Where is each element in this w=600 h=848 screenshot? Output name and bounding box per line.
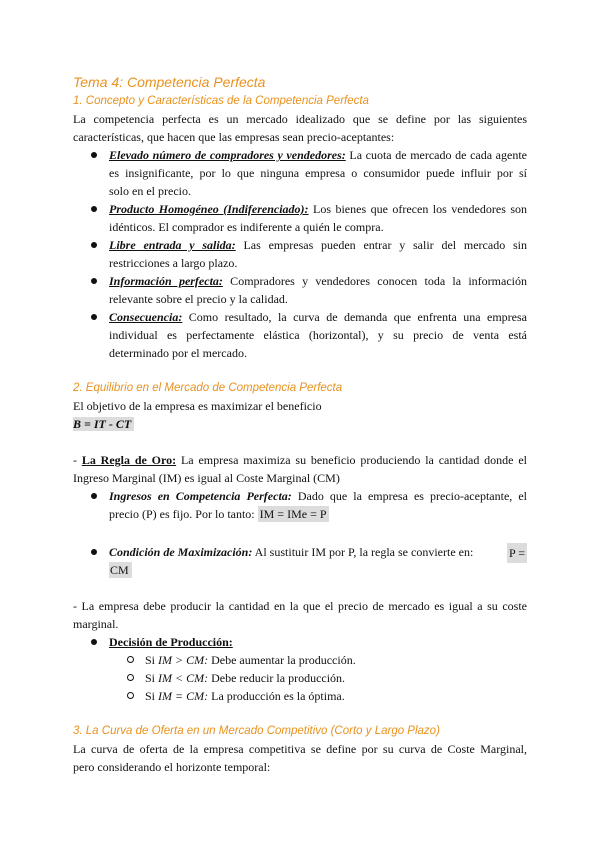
s2-case-1-text: Debe aumentar la producción.: [208, 653, 356, 667]
s1-bullet-2-line-1: [109, 200, 527, 218]
s2-decision-term: Decisión de Producción:: [109, 635, 233, 649]
circle-bullet-icon: [127, 692, 134, 699]
s2-case-3-text: La producción es la óptima.: [208, 689, 345, 703]
bullet-icon: [91, 314, 97, 320]
s2-bullet-1-line-2: [109, 505, 527, 523]
s1-intro-line-1: La competencia perfecta es un mercado idealizado que se define por las siguientes: [73, 112, 527, 126]
s2-regla-prefix: -: [73, 453, 82, 467]
s2-regla-line-2: Ingreso Marginal (IM) es igual al Coste Marginal (CM): [73, 471, 340, 485]
bullet-icon: [91, 278, 97, 284]
s1-bullet-5-text: Como resultado, la curva de demanda que enfrenta una empresa: [182, 310, 527, 324]
s2-objective: El objetivo de la empresa es maximizar el beneficio: [73, 399, 322, 413]
s2-bullet-2-formula-a: P =: [507, 543, 527, 563]
s1-bullet-1-term: Elevado número de compradores y vendedores:: [109, 148, 346, 162]
s1-bullet-4-text: Compradores y vendedores conocen toda la información: [222, 274, 527, 288]
s1-bullet-3-line-2: restricciones a largo plazo.: [109, 256, 238, 270]
s2-case-3: [145, 687, 527, 705]
s1-bullet-1-text: La cuota de mercado de cada agente: [345, 148, 527, 162]
s1-bullet-4-line-2: relevante sobre el precio y la calidad.: [109, 292, 288, 306]
s1-bullet-4-term: Información perfecta:: [109, 274, 223, 288]
bullet-icon: [91, 242, 97, 248]
s1-bullet-2-line-2: idénticos. El comprador es indiferente a quién le compra.: [109, 220, 384, 234]
s1-bullet-5-line-3: determinado por el mercado.: [109, 346, 247, 360]
s2-bullet-2-term: Condición de Maximización:: [109, 545, 253, 559]
s2-case-3-expr: IM = CM:: [158, 689, 209, 703]
section-2-heading: 2. Equilibrio en el Mercado de Competencia Perfecta: [73, 382, 343, 394]
bullet-icon: [91, 639, 97, 645]
s1-bullet-3-line-1: [109, 236, 527, 254]
bullet-icon: [91, 152, 97, 158]
s2-prod-line-2: marginal.: [73, 617, 119, 631]
s2-case-2-expr: IM < CM:: [158, 671, 209, 685]
s2-case-3-si: Si: [145, 689, 159, 703]
s2-decision-line: [109, 633, 527, 651]
s1-bullet-5-line-2: individual es perfectamente elástica (horizontal), y su precio de venta está: [109, 328, 527, 342]
section-3-heading: 3. La Curva de Oferta en un Mercado Competitivo (Corto y Largo Plazo): [73, 725, 440, 737]
s2-case-2-si: Si: [145, 671, 159, 685]
s1-bullet-3-term: Libre entrada y salida:: [109, 238, 236, 252]
section-1-heading: 1. Concepto y Características de la Competencia Perfecta: [73, 95, 369, 107]
s3-line-1: La curva de oferta de la empresa competitiva se define por su curva de Coste Marginal,: [73, 742, 527, 756]
circle-bullet-icon: [127, 656, 134, 663]
s1-bullet-1-line-3: solo en el precio.: [109, 184, 191, 198]
s2-case-2-text: Debe reducir la producción.: [208, 671, 346, 685]
s2-case-1-expr: IM > CM:: [158, 653, 209, 667]
s2-bullet-1-text-2: precio (P) es fijo. Por lo tanto:: [109, 507, 258, 521]
bullet-icon: [91, 206, 97, 212]
benefit-formula: B = IT - CT: [73, 417, 134, 431]
s1-bullet-1-line-1: [109, 146, 527, 164]
s1-bullet-1-line-2: es insignificante, por lo que ninguna empresa o consumidor puede influir por sí: [109, 166, 527, 180]
bullet-icon: [91, 549, 97, 555]
s2-formula-line: [73, 415, 527, 433]
s1-bullet-5-line-1: [109, 308, 527, 326]
s2-bullet-2-formula-b: CM: [109, 562, 132, 578]
s1-bullet-2-term: Producto Homogéneo (Indiferenciado):: [109, 202, 309, 216]
s2-case-1-si: Si: [145, 653, 159, 667]
s3-line-2: pero considerando el horizonte temporal:: [73, 760, 271, 774]
document-title: Tema 4: Competencia Perfecta: [73, 74, 266, 90]
s2-case-2: [145, 669, 527, 687]
s1-bullet-2-text: Los bienes que ofrecen los vendedores son: [308, 202, 527, 216]
s2-regla-text: La empresa maximiza su beneficio produciendo la cantidad donde el: [176, 453, 527, 467]
s2-bullet-2-line-1: [109, 543, 527, 561]
s2-case-1: [145, 651, 527, 669]
s2-bullet-1-term: Ingresos en Competencia Perfecta:: [109, 489, 292, 503]
s1-bullet-3-text: Las empresas pueden entrar y salir del mercado sin: [235, 238, 527, 252]
s2-bullet-1-text: Dado que la empresa es precio-aceptante, el: [291, 489, 527, 503]
s2-bullet-2-line-2: [109, 561, 527, 579]
s2-bullet-2-text: Al sustituir IM por P, la regla se convierte en:: [252, 545, 474, 559]
s1-bullet-5-term: Consecuencia:: [109, 310, 183, 324]
s2-prod-line-1: - La empresa debe producir la cantidad en la que el precio de mercado es igual a su coste: [73, 599, 527, 613]
s2-regla-term: La Regla de Oro:: [81, 453, 177, 467]
s1-intro-line-2: características, que hacen que las empresas sean precio-aceptantes:: [73, 130, 395, 144]
bullet-icon: [91, 493, 97, 499]
s1-bullet-4-line-1: [109, 272, 527, 290]
s2-bullet-1-formula: IM = IMe = P: [259, 507, 327, 521]
s2-regla-line-1: [73, 451, 527, 469]
s2-bullet-1-line-1: [109, 487, 527, 505]
circle-bullet-icon: [127, 674, 134, 681]
